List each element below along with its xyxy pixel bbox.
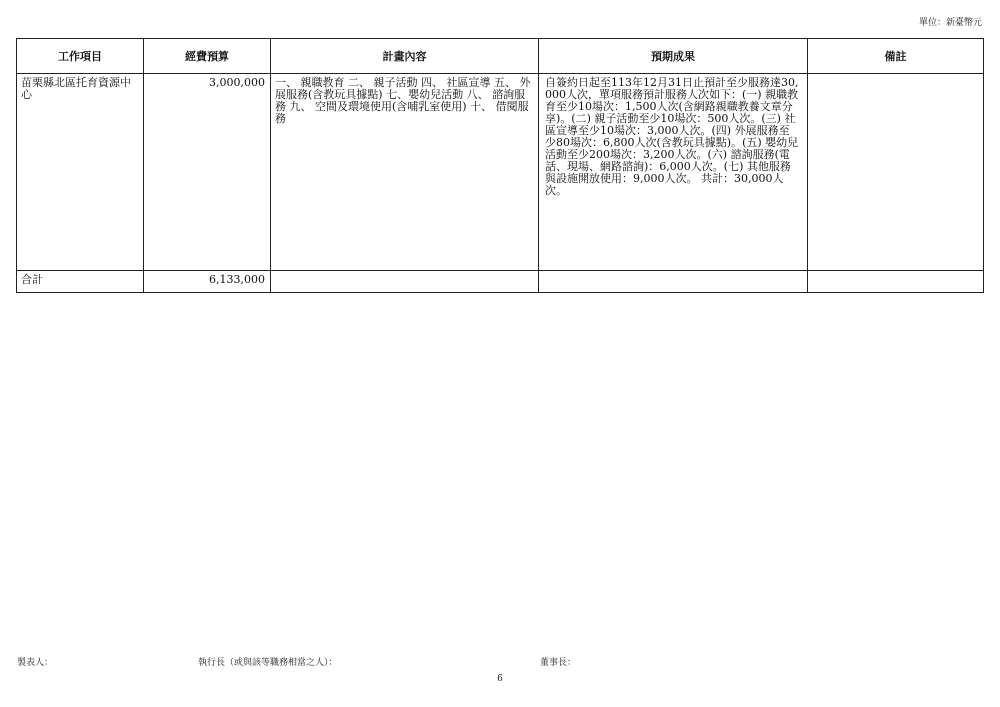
total-row (17, 271, 984, 293)
chairman-label: 董事長： (540, 658, 577, 668)
total-remarks-empty (808, 271, 984, 293)
preparer-label: 製表人： (17, 658, 54, 668)
total-results-empty (539, 271, 808, 293)
table-row (17, 74, 984, 271)
budget-cell: 3,000,000 (209, 76, 265, 89)
executive-label: 執行長（或與該等職務相當之人）： (198, 658, 338, 668)
total-plan-empty (271, 271, 539, 293)
header-budget: 經費預算 (144, 39, 271, 74)
total-budget: 6,133,000 (209, 273, 265, 286)
unit-label: 單位：新臺幣元 (918, 18, 982, 28)
results-cell: 自簽約日起至113年12月31日止預計至少服務達30,000人次，單項服務預計服務人次如下：(一) 親職教育至少10場次：1,500人次(含網路親職教養文章分享)。(二) 親子活動至少10場次：500人次。(三) 社區宣導至少10場次：3,000人次。(四) 外展服務至少80場次：6,800人次(含教玩具據點)。(五) 嬰幼兒活動至少200場次：3,200人次。(六) 諮詢服務(電話、現場、網路諮詢)：6,000人次。(七) 其他服務與設施開放使用：9,000人次。 共計：30,000人次。 (545, 76, 799, 197)
header-results: 預期成果 (539, 39, 808, 74)
remarks-cell (808, 74, 983, 80)
header-plan: 計畫內容 (271, 39, 539, 74)
page-number: 6 (497, 674, 503, 684)
header-remarks: 備註 (808, 39, 984, 74)
table-header-row (17, 39, 984, 74)
budget-table (16, 38, 984, 293)
total-label: 合計 (21, 273, 43, 286)
item-cell: 苗栗縣北區托育資源中心 (21, 76, 131, 101)
header-item: 工作項目 (17, 39, 144, 74)
plan-cell: 一、 親職教育 二、 親子活動 四、 社區宣導 五、 外展服務(含教玩具據點) 七、嬰幼兒活動 八、 諮詢服務 九、 空間及環境使用(含哺乳室使用) 十、 借閱服務 (275, 76, 531, 125)
